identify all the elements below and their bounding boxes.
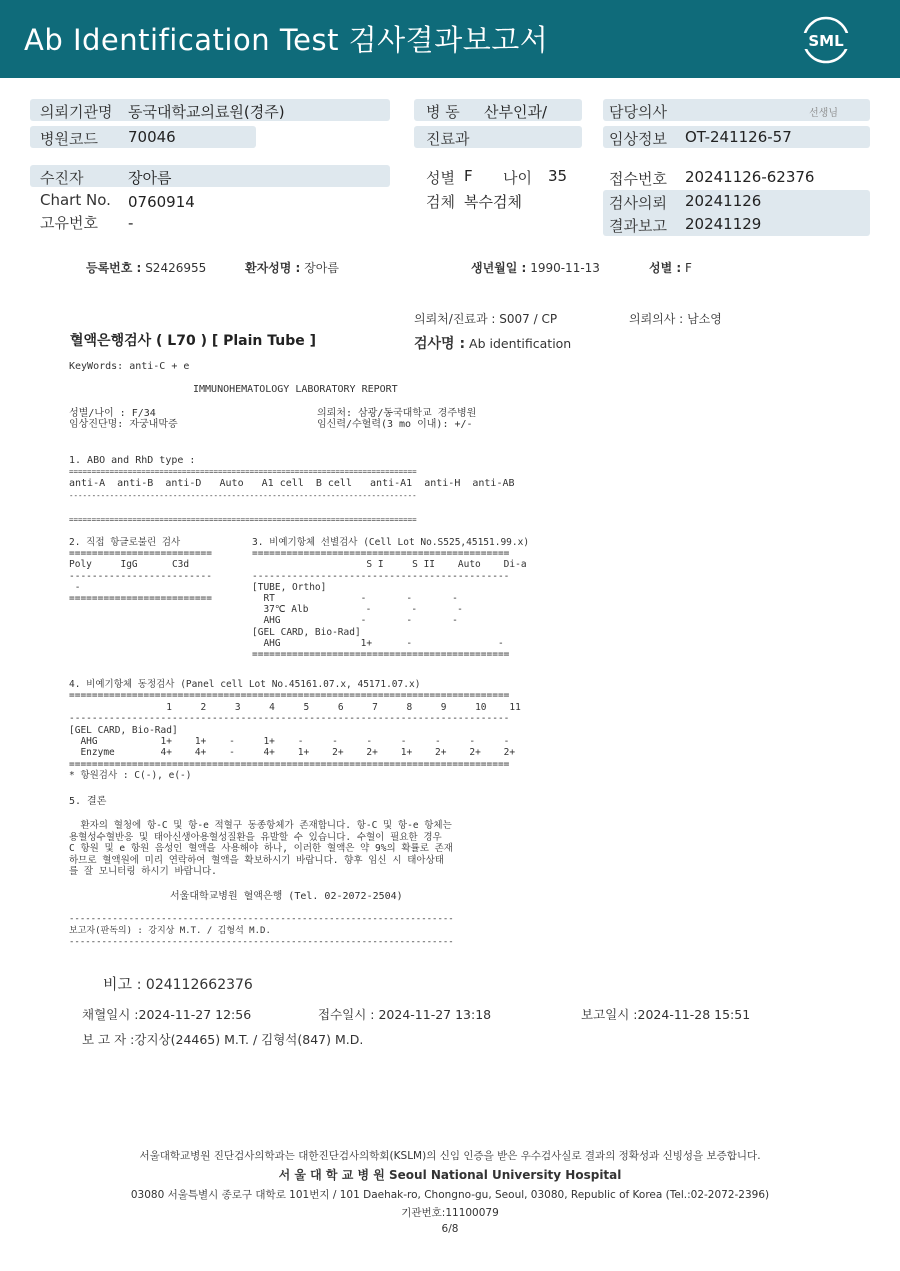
receipt-value: 20241126-62376 [685,168,815,186]
request-doctor-row [629,310,722,327]
abo-header: anti-A anti-B anti-D Auto A1 cell B cell anti-A1 anti-H anti-AB [69,478,515,489]
screening-block: 3. 비예기항체 선별검사 (Cell Lot No.S525,45151.99.x) ============================================= S I S II Auto Di-a --------------------------------------------- [TUBE, Ortho] RT - - - 37℃ Alb - - - AHG - - - [GEL CARD, Bio-Rad] AHG 1+ - - ============================================= [252,537,530,661]
logo-text: SML [808,32,844,50]
remarks-label: 비고 [103,975,132,993]
receive-row [318,1005,491,1023]
age-value: 35 [548,167,568,185]
request-date-label: 검사의뢰 [609,194,667,212]
abo-dash: ----------------------------------------------------------------------------- [69,491,417,500]
birth-row [471,259,600,276]
patient-label: 수진자 [40,169,84,187]
reg-sex-label: 성별 : [649,261,682,275]
blood-bank-line: 서울대학교병원 혈액은행 (Tel. 02-2072-2504) [170,891,403,902]
report-time-row [581,1005,750,1023]
ward-label: 병 동 [426,103,460,121]
name-row [245,259,339,276]
report-title: Ab Identification Test 검사결과보고서 [24,23,549,57]
name-value: 장아름 [304,261,339,275]
doctor-suffix: 선생님 [809,108,838,119]
reporter-row [82,1030,363,1048]
test-name-row [414,333,571,353]
unique-value: - [128,214,134,232]
registration-row [86,259,206,276]
reg-label: 등록번호 : [86,261,142,275]
collect-value: :2024-11-27 12:56 [134,1007,252,1022]
abo-separator-bottom: ============================================================================= [69,515,417,524]
clinical-value: OT-241126-57 [685,128,792,146]
collect-label: 채혈일시 [82,1007,131,1022]
reporter-value: :강지상(24465) M.T. / 김형석(847) M.D. [130,1032,364,1047]
footer-hospital: 서 울 대 학 교 병 원 Seoul National University Hospital [278,1168,622,1182]
reporter-block: ----------------------------------------------------------------------- 보고자(판독의) : 강지상 M.T. / 김형석 M.D. ----------------------------------------------------------------------- [69,914,454,947]
reporter-label: 보 고 자 [82,1032,127,1047]
remarks-row [103,973,253,994]
receipt-label: 접수번호 [609,170,667,188]
conclusion-title: 5. 결론 [69,796,107,807]
chart-value: 0760914 [128,193,195,211]
dat-block: 2. 직접 항글로불린 검사 ========================= Poly IgG C3d ------------------------- - ========================= [69,537,212,605]
birth-label: 생년월일 : [471,261,527,275]
sex-value: F [464,167,473,185]
sex-label: 성별 [426,169,455,187]
conclusion-body: 환자의 혈청에 항-C 및 항-e 적혈구 동종항체가 존재합니다. 항-C 및 항-e 항체는 용혈성수혈반응 및 태아신생아용혈성질환을 유발할 수 있습니다. 수혈이 필요한 경우 C 항원 및 e 항원 음성인 혈액을 사용해야 하나, 이러한 혈액은 약 9%의 확률로 존재 하므로 혈액원에 미리 연락하여 혈액을 확보하시기 바랍니다. 향후 임신 시 태아상태 를 잘 모니터링 하시기 바랍니다. [69,820,453,877]
report-header [0,0,900,78]
request-dept-value: S007 / CP [499,312,558,326]
report-date-label: 결과보고 [609,217,667,235]
receive-label: 접수일시 [318,1007,367,1022]
panel-block: 4. 비예기항체 동정검사 (Panel cell Lot No.45161.07.x, 45171.07.x) ============================================================================= 1 2 3 4 5 6 7 8 9 10 11 ----------------------------------------------------------------------------- [GEL CARD, Bio-Rad] AHG 1+ 1+ - 1+ - - - - - - - Enzyme 4+ 4+ - 4+ 1+ 2+ 2+ 1+ 2+ 2+ 2+ ============================================================================= * 항원검사 : C(-), e(-) [69,679,521,782]
sml-logo-icon [800,14,852,66]
dept-label: 진료과 [426,130,470,148]
hospital-code-label: 병원코드 [40,130,98,148]
test-name-label: 검사명 : [414,336,466,352]
institution-value: 동국대학교의료원(경주) [128,103,285,121]
institution-label: 의뢰기관명 [40,103,113,121]
report-date-value: 20241129 [685,215,762,233]
reg-sex-row [649,259,692,276]
receive-value: : 2024-11-27 13:18 [370,1007,492,1022]
patient-bar [30,165,390,187]
name-label: 환자성명 : [245,261,301,275]
footer-address: 03080 서울특별시 종로구 대학로 101번지 / 101 Daehak-ro, Chongno-gu, Seoul, 03080, Republic of Korea (Tel.:02-2072-2396) [130,1189,770,1201]
birth-value: 1990-11-13 [530,261,600,275]
request-doctor-value: 남소영 [687,312,722,326]
unique-label: 고유번호 [40,214,98,232]
ward-value: 산부인과/ [484,103,548,121]
collect-row [82,1005,251,1023]
reg-sex-value: F [685,261,692,275]
patient-value: 장아름 [128,169,172,187]
specimen-value: 복수검체 [464,193,522,211]
keywords-line: KeyWords: anti-C + e [69,361,190,372]
report-time-value: :2024-11-28 15:51 [633,1007,751,1022]
footer-org-number: 기관번호:11100079 [401,1207,499,1219]
doctor-label: 담당의사 [609,103,667,121]
lab-title: IMMUNOHEMATOLOGY LABORATORY REPORT [193,384,398,395]
report-time-label: 보고일시 [581,1007,630,1022]
remarks-value: : 024112662376 [136,977,253,993]
request-dept-label: 의뢰처/진료과 : [414,312,496,326]
request-doctor-label: 의뢰의사 : [629,312,684,326]
reg-value: S2426955 [145,261,207,275]
test-name-value: Ab identification [469,336,572,351]
footer-certification: 서울대학교병원 진단검사의학과는 대한진단검사의학회(KSLM)의 신임 인증을 받은 우수검사실로 결과의 정확성과 신빙성을 보증합니다. [139,1150,761,1162]
request-dept-row [414,310,557,327]
client-line: 의뢰처: 삼광/동국대학교 경주병원 [317,408,477,419]
abo-separator: ============================================================================= [69,467,417,476]
specimen-label: 검체 [426,193,455,211]
sex-age-line: 성별/나이 : F/34 [69,408,156,419]
hospital-code-value: 70046 [128,128,176,146]
chart-label: Chart No. [40,191,111,209]
age-label: 나이 [503,169,532,187]
section-title: 혈액은행검사 ( L70 ) [ Plain Tube ] [70,333,317,349]
pregnancy-line: 임신력/수혈력(3 mo 이내): +/- [317,419,473,430]
abo-title: 1. ABO and RhD type : [69,455,196,466]
diagnosis-line: 임상진단명: 자궁내막증 [69,419,178,430]
request-date-value: 20241126 [685,192,762,210]
page-number: 6/8 [441,1223,459,1235]
clinical-label: 임상정보 [609,130,667,148]
